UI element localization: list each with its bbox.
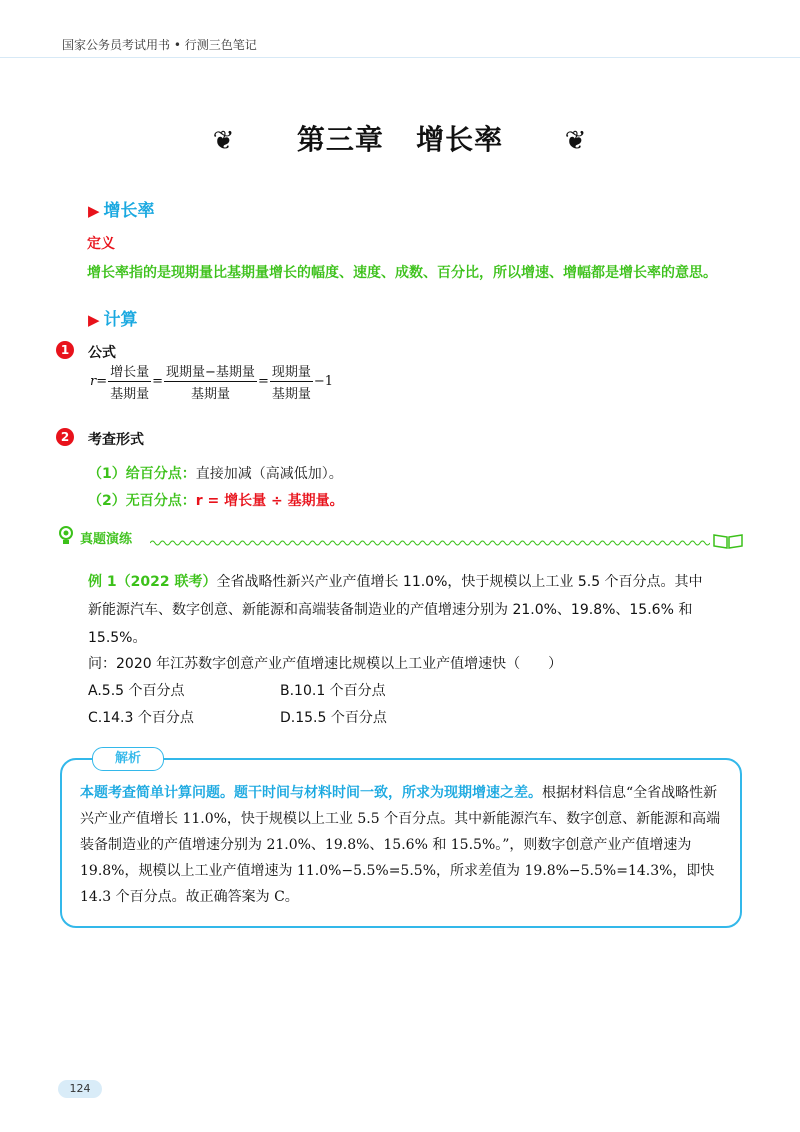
- wavy-divider: [150, 539, 710, 547]
- example-line-2: 新能源汽车、数字创意、新能源和高端装备制造业的产值增速分别为 21.0%、19.8%、15.6% 和: [88, 602, 693, 618]
- format-label: （1）给百分点：: [88, 466, 196, 482]
- page-number: 124: [58, 1080, 102, 1098]
- fraction-numerator: 现期量: [270, 361, 313, 382]
- chapter-heading: [0, 118, 800, 158]
- fraction-denominator: 基期量: [190, 387, 230, 402]
- analysis-tag: 解析: [92, 747, 164, 771]
- header-divider: [0, 57, 800, 58]
- section-title: 计算: [103, 310, 138, 330]
- right-ornament-icon: ❦: [564, 126, 588, 156]
- format-label: （2）无百分点：: [88, 493, 196, 509]
- triangle-bullet-icon: ▶: [88, 311, 100, 329]
- question-text: 问：2020 年江苏数字创意产业产值增速比规模以上工业产值增速快（ ）: [88, 656, 563, 672]
- formula-lhs: r=: [90, 374, 108, 389]
- example-label: 例 1（2022 联考）: [88, 574, 217, 590]
- format-text: r = 增长量 ÷ 基期量。: [195, 493, 344, 509]
- open-book-icon: [712, 532, 744, 550]
- equals-sign: =: [257, 374, 269, 389]
- option-a: A.5.5 个百分点: [88, 683, 185, 699]
- section-growth-rate-heading: [88, 196, 155, 221]
- example-text: 全省战略性新兴产业产值增长 11.0%，快于规模以上工业 5.5 个百分点。其中: [216, 574, 703, 590]
- example-line-1: [88, 571, 703, 591]
- example-line-3: 15.5%。: [88, 630, 147, 646]
- number-badge: 1: [56, 341, 74, 359]
- option-c: C.14.3 个百分点: [88, 710, 194, 726]
- format-text: 直接加减（高减低加）。: [195, 466, 343, 482]
- section-calculation-heading: [88, 305, 138, 330]
- fraction-denominator: 基期量: [110, 387, 150, 402]
- exam-format-line-2: [88, 490, 344, 510]
- fraction-denominator: 基期量: [271, 387, 311, 402]
- definition-text: 增长率指的是现期量比基期量增长的幅度、速度、成数、百分比，所以增速、增幅都是增长率的意思。: [87, 265, 717, 281]
- practice-title: 真题演练: [80, 532, 133, 547]
- left-ornament-icon: ❦: [212, 126, 236, 156]
- fraction-2: [164, 361, 257, 402]
- lightbulb-icon: [56, 524, 76, 548]
- formula-title: 公式: [88, 345, 116, 361]
- definition-label: 定义: [87, 236, 115, 252]
- growth-rate-formula: [90, 361, 333, 402]
- chapter-title: 第三章 增长率: [296, 123, 504, 156]
- fraction-3: [270, 361, 313, 402]
- fraction-1: [108, 361, 151, 402]
- analysis-highlight: 本题考查简单计算问题。题干时间与材料时间一致，所求为现期增速之差。: [80, 785, 542, 801]
- section-title: 增长率: [103, 201, 155, 221]
- option-d: D.15.5 个百分点: [280, 710, 387, 726]
- exam-format-line-1: [88, 463, 343, 483]
- number-badge: 2: [56, 428, 74, 446]
- exam-format-title: 考查形式: [88, 432, 144, 448]
- running-header: 国家公务员考试用书 • 行测三色笔记: [62, 38, 257, 52]
- fraction-numerator: 增长量: [108, 361, 151, 382]
- equals-sign: =: [152, 374, 164, 389]
- triangle-bullet-icon: ▶: [88, 202, 100, 220]
- analysis-text: [80, 780, 730, 910]
- analysis-body: 根据材料信息“全省战略性新兴产业产值增长 11.0%，快于规模以上工业 5.5 个百分点。其中新能源汽车、数字创意、新能源和高端装备制造业的产值增速分别为 21.0%、19.8%、15.6% 和 15.5%。”，则数字创意产业产值增速为 19.8%，规模以上工业产值增速为 11.0%−5.5%=5.5%，所求差值为 19.8%−5.5%=14.3%，即快 14.3 个百分点。故正确答案为 C。: [80, 785, 721, 905]
- formula-tail: −1: [313, 374, 334, 389]
- fraction-numerator: 现期量−基期量: [164, 361, 257, 382]
- option-b: B.10.1 个百分点: [280, 683, 386, 699]
